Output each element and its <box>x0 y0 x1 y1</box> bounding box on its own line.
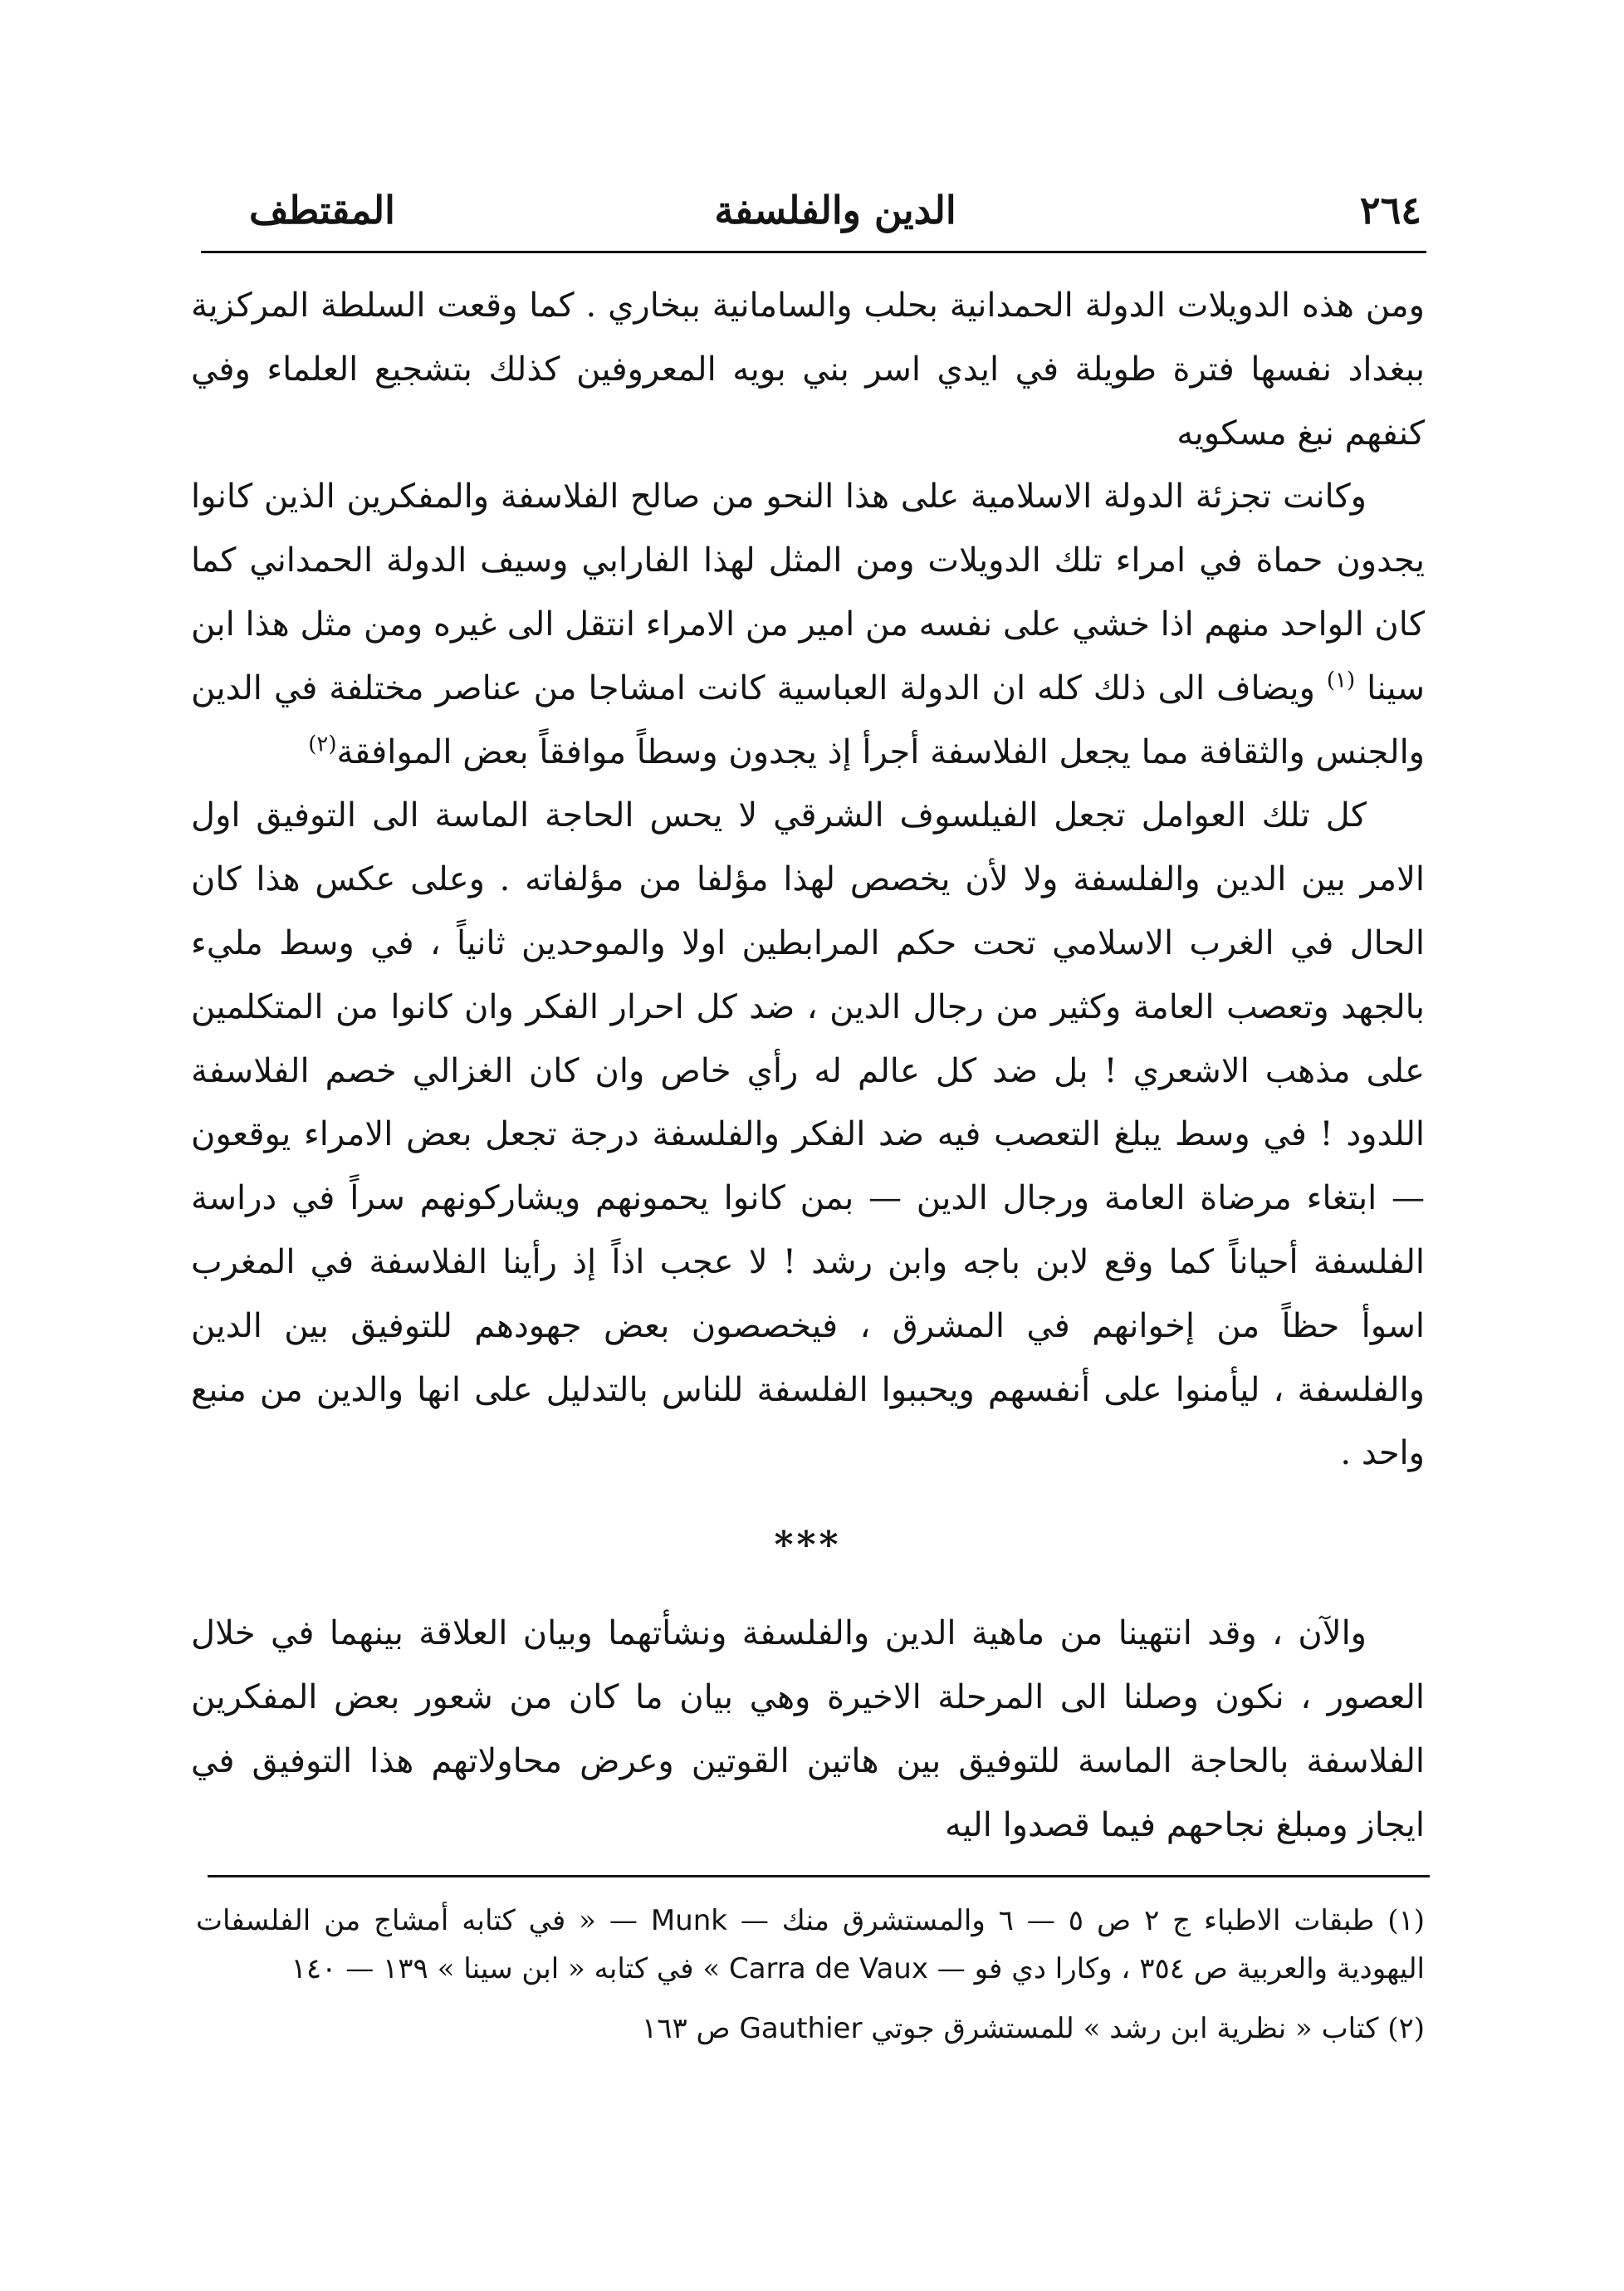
footnote-1 <box>196 1897 1425 1993</box>
article-title: الدين والفلسفة <box>714 188 956 233</box>
page-number: ٢٦٤ <box>1359 188 1421 233</box>
footnote-2-part-a: (٢) كتاب « نظرية ابن رشد » للمستشرق جوتي <box>871 2012 1425 2045</box>
journal-name: المقتطف <box>249 188 395 233</box>
running-header <box>249 176 1421 242</box>
paragraph-3: كل تلك العوامل تجعل الفيلسوف الشرقي لا يحس الحاجة الماسة الى التوفيق اول الامر بين الدين والفلسفة ولا لأن يخصص لهذا مؤلفا من مؤلفاته . وعلى عكس هذا كان الحال في الغرب الاسلامي تحت حكم المرابطين اولا والموحدين ثانياً ، في وسط مليء بالجهد وتعصب العامة وكثير من رجال الدين ، ضد كل احرار الفكر وان كانوا من المتكلمين على مذهب الاشعري ! بل ضد كل عالم له رأي خاص وان كان الغزالي خصم الفلاسفة اللدود ! في وسط يبلغ التعصب فيه ضد الفكر والفلسفة درجة تجعل بعض الامراء يوقعون — ابتغاء مرضاة العامة ورجال الدين — بمن كانوا يحمونهم ويشاركونهم سراً في دراسة الفلسفة أحياناً كما وقع لابن باجه وابن رشد ! لا عجب اذاً إذ رأينا الفلاسفة في المغرب اسوأ حظاً من إخوانهم في المشرق ، فيخصصون بعض جهودهم للتوفيق بين الدين والفلسفة ، ليأمنوا على أنفسهم ويحببوا الفلسفة للناس بالتدليل على انها والدين من منبع واحد . <box>191 796 1426 1473</box>
footnote-ref-1: (١) <box>1326 668 1356 693</box>
section-separator: *** <box>774 1524 842 1567</box>
footnote-1-part-c: » في كتابه « ابن سينا » ١٣٩ — ١٤٠ <box>291 1952 721 1985</box>
footnote-1-latin-munk: Munk <box>650 1904 727 1937</box>
footnote-1-latin-carra: Carra de Vaux <box>728 1952 928 1985</box>
paragraph-1: ومن هذه الدويلات الدولة الحمدانية بحلب والسامانية ببخاري . كما وقعت السلطة المركزية ببغداد نفسها فترة طويلة في ايدي اسر بني بويه المعروفين كذلك بتشجيع العلماء وفي كنفهم نبغ مسكويه <box>191 286 1425 453</box>
footnote-1-part-b: — « في كتابه أمشاج من الفلسفات اليهودية والعربية ص ٣٥٤ ، وكارا دي فو — <box>196 1904 1425 1985</box>
footnote-ref-2: (٢) <box>308 732 337 757</box>
footnote-rule <box>208 1875 1430 1877</box>
footnote-2-latin-gauthier: Gauthier <box>739 2012 863 2045</box>
paragraph-2-head: وكانت تجزئة الدولة الاسلامية على هذا النحو من صالح الفلاسفة والمفكرين الذين كانوا يجدون حماة في امراء تلك الدويلات ومن المثل لهذا الفارابي وسيف الدولة الحمداني كما كان الواحد منهم اذا خشي على نفسه من امير من الامراء انتقل الى غيره ومن مثل هذا ابن سينا <box>191 477 1426 707</box>
header-rule <box>201 251 1426 253</box>
body-text <box>191 274 1425 1857</box>
footnote-2-part-b: ص ١٦٣ <box>641 2012 731 2045</box>
footnote-1-part-a: (١) طبقات الاطباء ج ٢ ص ٥ — ٦ والمستشرق منك — <box>740 1904 1426 1937</box>
footnotes <box>196 1897 1425 2053</box>
footnote-2 <box>196 2005 1425 2053</box>
paragraph-2-tail: ويضاف الى ذلك كله ان الدولة العباسية كانت امشاجا من عناصر مختلفة في الدين والجنس والثقافة مما يجعل الفلاسفة أجرأ إذ يجدون وسطاً موافقاً بعض الموافقة <box>191 668 1425 771</box>
paragraph-4: والآن ، وقد انتهينا من ماهية الدين والفلسفة ونشأتهما وبيان العلاقة بينهما في خلال العصور ، نكون وصلنا الى المرحلة الاخيرة وهي بيان ما كان من شعور بعض المفكرين الفلاسفة بالحاجة الماسة للتوفيق بين هاتين القوتين وعرض محاولاتهم هذا التوفيق في ايجاز ومبلغ نجاحهم فيما قصدوا اليه <box>191 1614 1426 1844</box>
paragraph-2 <box>191 465 1425 784</box>
